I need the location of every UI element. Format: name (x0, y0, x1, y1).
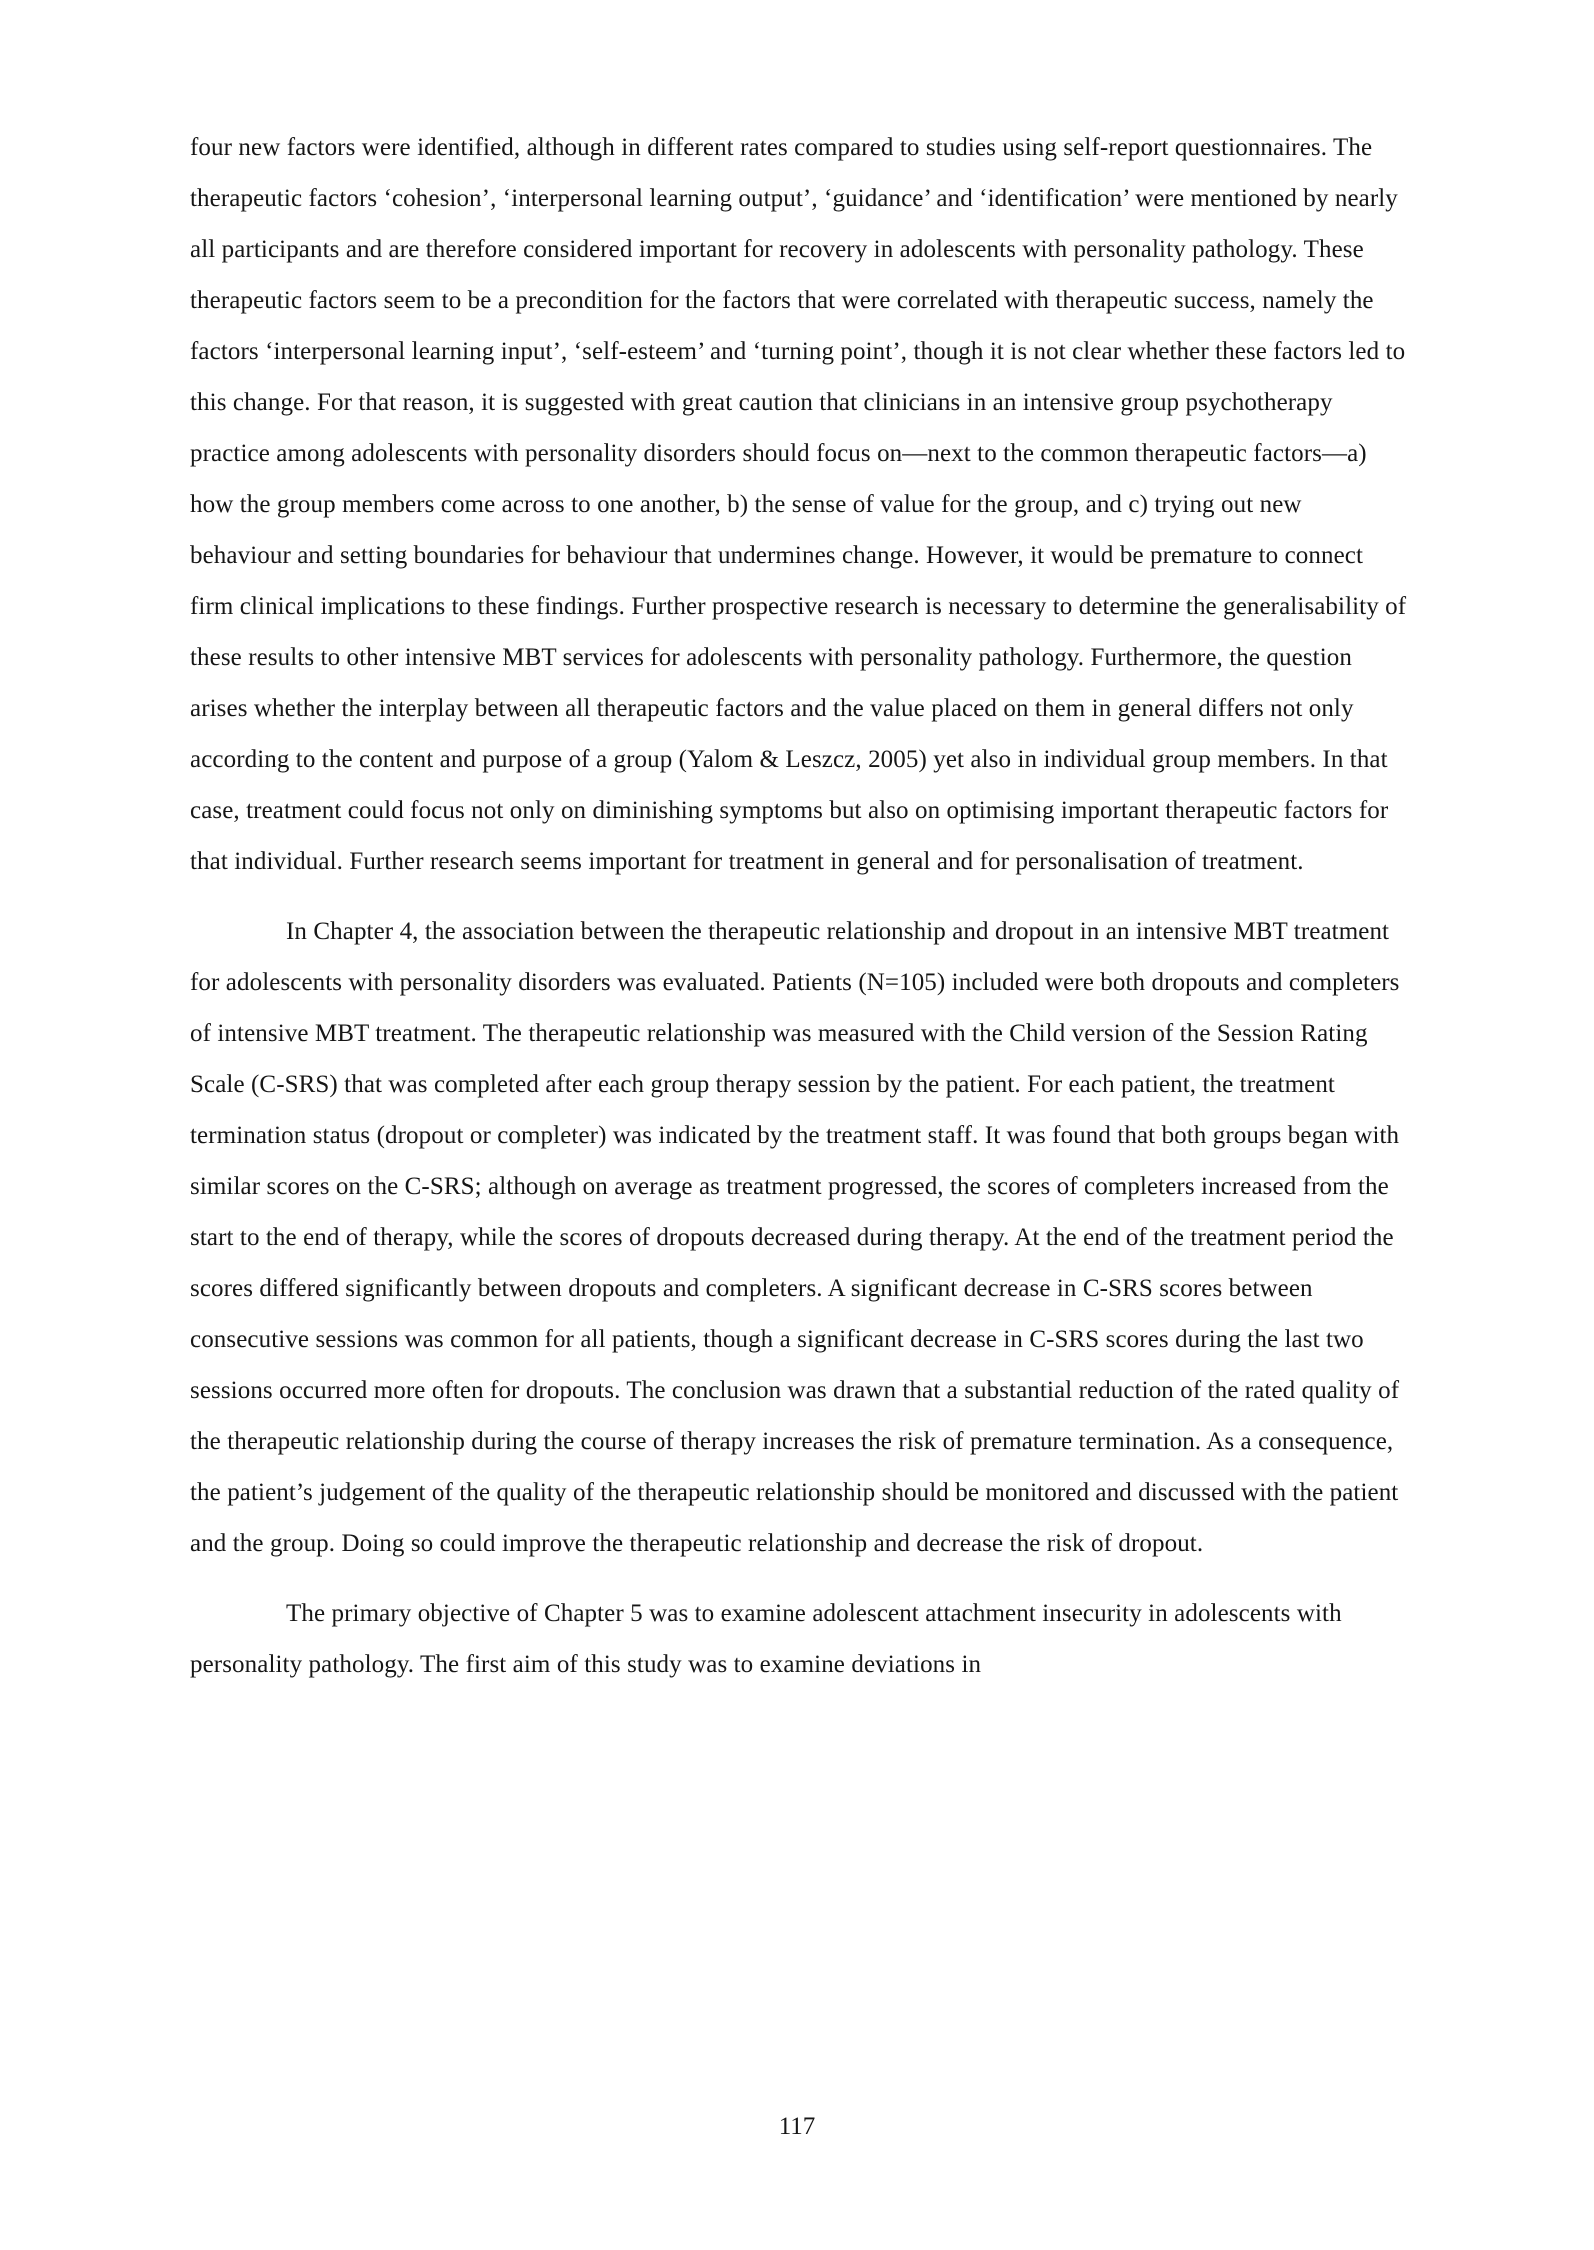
paragraph-chapter-4-summary: In Chapter 4, the association between the therapeutic relationship and dropout in an intensive MBT treatment for adolescents with personality disorders was evaluated. Patients (N=105) included were both dropouts and completers of intensive MBT treatment. The therapeutic relationship was measured with the Child version of the Session Rating Scale (C-SRS) that was completed after each group therapy session by the patient. For each patient, the treatment termination status (dropout or completer) was indicated by the treatment staff. It was found that both groups began with similar scores on the C-SRS; although on average as treatment progressed, the scores of completers increased from the start to the end of therapy, while the scores of dropouts decreased during therapy. At the end of the treatment period the scores differed significantly between dropouts and completers. A significant decrease in C-SRS scores between consecutive sessions was common for all patients, though a significant decrease in C-SRS scores during the last two sessions occurred more often for dropouts. The conclusion was drawn that a substantial reduction of the rated quality of the therapeutic relationship during the course of therapy increases the risk of premature termination. As a consequence, the patient’s judgement of the quality of the therapeutic relationship should be monitored and discussed with the patient and the group. Doing so could improve the therapeutic relationship and decrease the risk of dropout. (190, 918, 1400, 1557)
paragraph-continuation: four new factors were identified, although in different rates compared to studies using self-report questionnaires. The therapeutic factors ‘cohesion’, ‘interpersonal learning output’, ‘guidance’ and ‘identification’ were mentioned by nearly all participants and are therefore considered important for recovery in adolescents with personality pathology. These therapeutic factors seem to be a precondition for the factors that were correlated with therapeutic success, namely the factors ‘interpersonal learning input’, ‘self-esteem’ and ‘turning point’, though it is not clear whether these factors led to this change. For that reason, it is suggested with great caution that clinicians in an intensive group psychotherapy practice among adolescents with personality disorders should focus on—next to the common therapeutic factors—a) how the group members come across to one another, b) the sense of value for the group, and c) trying out new behaviour and setting boundaries for behaviour that undermines change. However, it would be premature to connect firm clinical implications to these findings. Further prospective research is necessary to determine the generalisability of these results to other intensive MBT services for adolescents with personality pathology. Furthermore, the question arises whether the interplay between all therapeutic factors and the value placed on them in general differs not only according to the content and purpose of a group (Yalom & Leszcz, 2005) yet also in individual group members. In that case, treatment could focus not only on diminishing symptoms but also on optimising important therapeutic factors for that individual. Further research seems important for treatment in general and for personalisation of treatment. (190, 134, 1407, 875)
paragraph-chapter-5-intro: The primary objective of Chapter 5 was to examine adolescent attachment insecurity in adolescents with personality pathology. The first aim of this study was to examine deviations in (190, 1600, 1342, 1678)
body-text (190, 122, 1408, 1690)
page-number: 117 (778, 2113, 816, 2140)
